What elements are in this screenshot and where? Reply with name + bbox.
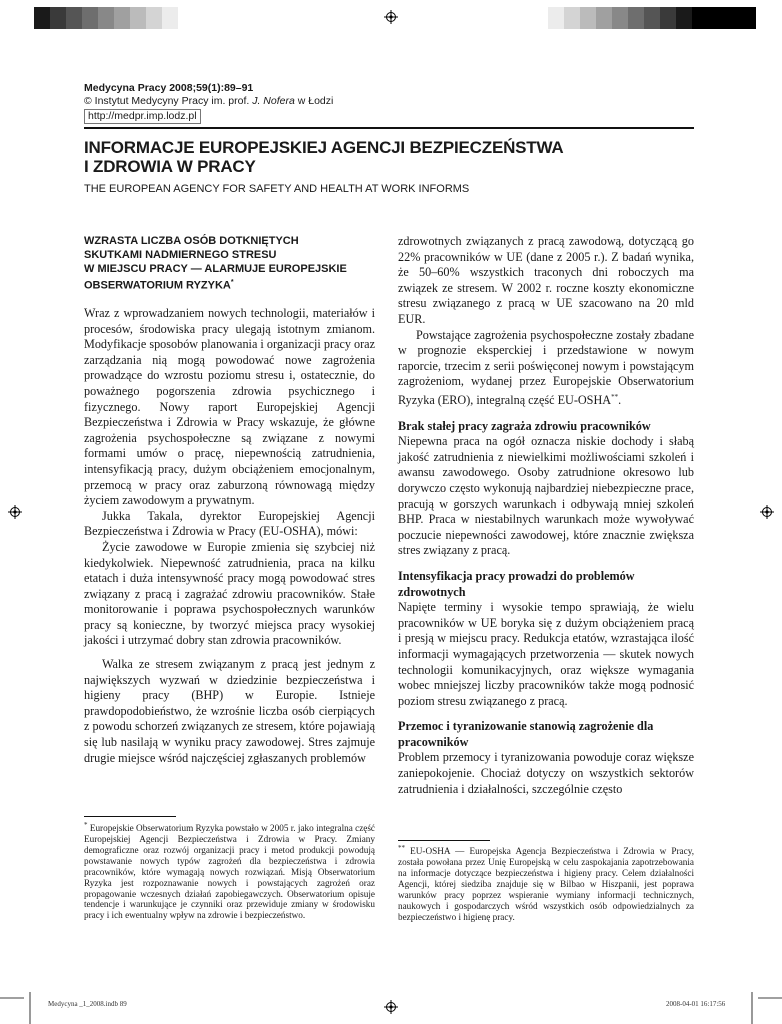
journal-url-box <box>84 109 201 124</box>
registration-mark-icon <box>384 1000 398 1014</box>
print-slug-file: Medycyna _1_2008.indb 89 <box>48 1000 127 1008</box>
paragraph: Napięte terminy i wysokie tempo sprawiają, że wielu pracowników w UE boryka się z dużym obciążeniem pracą i presją w miejscu pracy. Redukcja etatów, wzrastająca ilość informacji wymagających przetworzenia — skutek nowych technologii komunikacyjnych, oraz większe wymagania wobec mniejszej liczby pracowników także mogą podnosić poziom stresu związanego z pracą. <box>398 600 694 708</box>
left-column <box>84 306 375 766</box>
footnote-rule <box>84 816 176 817</box>
paragraph: Niepewna praca na ogół oznacza niskie dochody i słabą jakość zatrudnienia z niewielkimi możliwościami szkoleń i awansu zawodowego. Osoby zatrudnione okresowo lub dorywczo często wykonują najbardziej niebezpieczne prace, pracują w gorszych warunkach i odbywają mniej szkoleń BHP. Praca w niestabilnych warunkach może wywoływać poczucie niepewności zawodowej, które znacznie zwiększa stres związany z pracą. <box>398 434 694 558</box>
paragraph: Problem przemocy i tyranizowania powoduje coraz większe zaniepokojenie. Chociaż dotyczy on wszystkich sektorów zatrudnienia i działalności, szczególnie często <box>398 750 694 796</box>
journal-header <box>84 82 484 124</box>
color-swatch <box>628 7 644 29</box>
color-swatch <box>708 7 724 29</box>
color-swatch <box>114 7 130 29</box>
color-swatch <box>724 7 740 29</box>
footnote <box>84 820 375 921</box>
article-subtitle: THE EUROPEAN AGENCY FOR SAFETY AND HEALTH AT WORK INFORMS <box>84 183 470 195</box>
color-swatch <box>596 7 612 29</box>
paragraph: Powstające zagrożenia psychospołeczne zostały zbadane w prognozie eksperckiej i przedstawione w nowym raporcie, trzecim z serii poświęconej nowym i powstającym zagrożeniom, wydanej przez Europejskie Obserwatorium Ryzyka (ERO), integralną część EU-OSHA**. <box>398 327 694 407</box>
registration-mark-icon <box>8 505 22 519</box>
color-swatch <box>692 7 708 29</box>
color-swatch <box>644 7 660 29</box>
subsection-heading: Przemoc i tyranizowanie stanowią zagrożenie dla pracowników <box>398 719 654 749</box>
footnote-marker: ** <box>398 844 405 852</box>
subsection-heading: Intensyfikacja pracy prowadzi do problemów zdrowotnych <box>398 568 635 599</box>
color-swatch <box>676 7 692 29</box>
header-rule <box>84 127 694 129</box>
color-swatch <box>66 7 82 29</box>
title-line: INFORMACJE EUROPEJSKIEJ AGENCJI BEZPIECZEŃSTWA <box>84 138 564 157</box>
color-swatch <box>548 7 564 29</box>
title-line: I ZDROWIA W PRACY <box>84 157 256 176</box>
article-title <box>84 138 694 176</box>
paragraph: Wraz z wprowadzaniem nowych technologii, materiałów i procesów, środowiska pracy ulegają istotnym zmianom. Modyfikacje sposobów planowania i organizacji pracy oraz zarządzania nią mogą powodować nowe zagrożenia prowadzące do wzrostu poziomu stresu i, ostatecznie, do poważnego pogorszenia zdrowia psychicznego i fizycznego. Nowy raport Europejskiej Agencji Bezpieczeństwa i Zdrowia w Pracy wskazuje, że główne zagrożenia psychospołeczne są związane z nowymi formami umów o pracę, niepewnością zatrudnienia, intensyfikacją pracy, dużym obciążeniem emocjonalnym, przemocą w pracy oraz zaburzoną równowagą między życiem zawodowym a prywatnym. <box>84 306 375 508</box>
color-swatch <box>82 7 98 29</box>
section-heading-line: SKUTKAMI NADMIERNEGO STRESU <box>84 249 277 261</box>
right-column <box>398 234 694 797</box>
journal-citation: Medycyna Pracy 2008;59(1):89–91 <box>84 82 254 94</box>
color-swatch <box>660 7 676 29</box>
print-slug-timestamp: 2008-04-01 16:17:56 <box>666 1000 726 1008</box>
footnote-marker: * <box>84 821 88 829</box>
footnote-marker: * <box>230 279 234 286</box>
footnote-marker: ** <box>611 392 619 401</box>
color-swatch <box>162 7 178 29</box>
color-swatch <box>34 7 50 29</box>
color-swatch <box>98 7 114 29</box>
color-swatch <box>146 7 162 29</box>
registration-mark-icon <box>384 10 398 24</box>
paragraph: Życie zawodowe w Europie zmienia się szybciej niż kiedykolwiek. Niepewność zatrudnienia, praca na kilku etatach i duża intensywność pracy mogą powodować stres związany z pracą i zagrażać zdrowiu pracowników. Stałe monitorowanie i poprawa psychospołecznych warunków pracy są konieczne, by tworzyć miejsca pracy wysokiej jakości i utrzymać dobry stan zdrowia pracowników. <box>84 539 375 648</box>
color-swatch <box>580 7 596 29</box>
copyright-line: © Instytut Medycyny Pracy im. prof. J. Nofera w Łodzi <box>84 95 334 107</box>
footnote-text: EU-OSHA — Europejska Agencja Bezpieczeństwa i Zdrowia w Pracy, została powołana przez Unię Europejską w celu zaspokajania zapotrzebowania na informacje dotyczące bezpieczeństwa i higieny pracy. Celem działalności Agencji, której siedziba znajduje się w Bilbao w Hiszpanii, jest poprawa warunków pracy poprzez wspieranie wymiany informacji technicznych, naukowych i gospodarczych wśród wszystkich osób odpowiedzialnych za bezpieczeństwo i higienę pracy. <box>398 846 695 922</box>
color-swatch <box>564 7 580 29</box>
print-color-bar-left <box>34 7 178 29</box>
paragraph: Walka ze stresem związanym z pracą jest jednym z największych wyzwań w dziedzinie bezpieczeństwa i higieny pracy (BHP) w Europie. Istnieje prawdopodobieństwo, że wzrośnie liczba osób cierpiących z powodu schorzeń związanych ze stresem, które pojawiają się lub nasilają w wyniku pracy zawodowej. Stres zajmuje drugie miejsce wśród najczęściej zgłaszanych problemów <box>84 657 375 765</box>
color-swatch <box>50 7 66 29</box>
subsection-heading: Brak stałej pracy zagraża zdrowiu pracowników <box>398 418 651 433</box>
paragraph: Jukka Takala, dyrektor Europejskiej Agencji Bezpieczeństwa i Zdrowia w Pracy (EU-OSHA), mówi: <box>84 508 375 539</box>
color-swatch <box>612 7 628 29</box>
color-swatch <box>130 7 146 29</box>
color-swatch <box>740 7 756 29</box>
section-heading-line: WZRASTA LICZBA OSÓB DOTKNIĘTYCH <box>84 235 299 247</box>
footnote-rule <box>398 840 490 841</box>
print-color-bar-right <box>548 7 756 29</box>
section-heading <box>84 234 374 293</box>
section-heading-line: OBSERWATORIUM RYZYKA* <box>84 279 234 292</box>
footnote-text: Europejskie Obserwatorium Ryzyka powstało w 2005 r. jako integralna część Europejskiej Agencji Bezpieczeństwa i Zdrowia w Pracy. Zmiany demograficzne oraz rozwój organizacji pracy i metod produkcji powodują powstawanie nowych typów zagrożeń dla bezpieczeństwa i zdrowia pracowników, które wymagają nowych rozwiązań. Misją Obserwatorium Ryzyka jest rozpoznawanie nowych i powstających zagrożeń oraz propagowanie wczesnych działań zapobiegawczych. Obserwatorium opisuje tendencje i warunkujące je czynniki oraz przewiduje zmiany w środowisku pracy i ich ewentualny wpływ na zdrowie i bezpieczeństwo. <box>84 823 376 921</box>
section-heading-line: W MIEJSCU PRACY — ALARMUJE EUROPEJSKIE <box>84 263 347 275</box>
paragraph: zdrowotnych związanych z pracą zawodową, dotyczącą go 22% pracowników w UE (dane z 2005 r.). Z badań wynika, że 50–60% wszystkich traconych dni roboczych ma związek ze stresem. W 2002 r. roczne koszty ekonomiczne stresu związanego z pracą w UE szacowano na 20 mld EUR. <box>398 234 694 326</box>
footnote <box>398 843 694 922</box>
journal-url[interactable]: http://medpr.imp.lodz.pl <box>88 110 197 122</box>
registration-mark-icon <box>760 505 774 519</box>
